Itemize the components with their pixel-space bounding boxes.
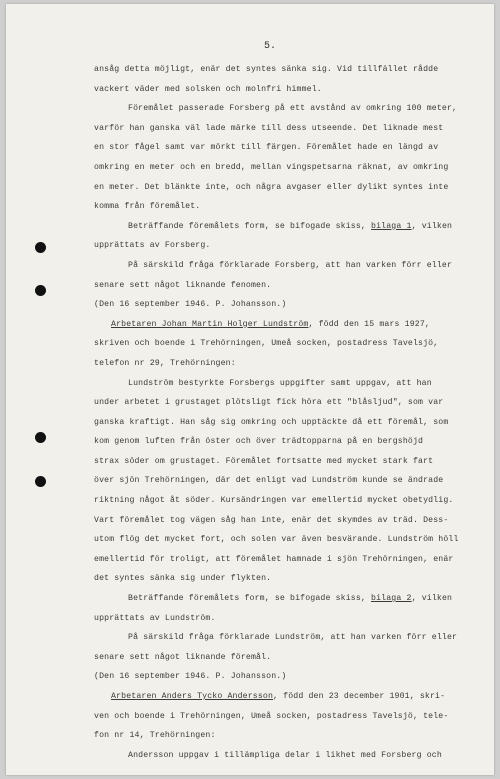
text-line [94, 276, 486, 296]
text-span: strax söder om grustaget. Föremålet fortsatte med mycket stark fart [94, 456, 434, 466]
text-line [94, 746, 486, 766]
text-line [94, 491, 486, 511]
text-line [94, 393, 486, 413]
text-span: Vart föremålet tog vägen såg han inte, enär det skymdes av träd. Dess- [94, 515, 449, 525]
text-span: På särskild fråga förklarade Lundström, att han varken förr eller [128, 633, 458, 643]
text-span: (Den 16 september 1946. P. Johansson.) [94, 672, 287, 682]
text-span: senare sett något liknande föremål. [94, 652, 272, 662]
punch-hole [35, 432, 46, 443]
text-line [94, 374, 486, 394]
text-span: kom genom luften från öster och över trädtopparna på en bergshöjd [94, 437, 424, 447]
text-line [94, 432, 486, 452]
text-line [94, 256, 486, 276]
text-line [94, 589, 486, 609]
text-line [94, 413, 486, 433]
text-line [94, 80, 486, 100]
text-line [94, 726, 486, 746]
text-span: , född den 15 mars 1927, [308, 319, 430, 329]
text-span: varför han ganska väl lade märke till dess utseende. Det liknade mest [94, 123, 444, 133]
underlined-text: bilaga 1 [371, 221, 412, 231]
text-span: På särskild fråga förklarade Forsberg, att han varken förr eller [128, 260, 453, 270]
text-span: senare sett något liknande fenomen. [94, 280, 272, 290]
body-text [94, 60, 486, 765]
text-line [94, 667, 486, 687]
text-line [94, 628, 486, 648]
text-span: en stor fågel samt var mörkt till färgen. Föremålet hade en längd av [94, 143, 439, 153]
text-line [94, 236, 486, 256]
text-line [94, 354, 486, 374]
text-span: riktning något åt söder. Kursändringen var emellertid mycket obetydlig. [94, 496, 454, 506]
text-line [94, 609, 486, 629]
text-span: utom flög det mycket fort, och solen var även besvärande. Lundström höll [94, 535, 459, 545]
text-line [94, 452, 486, 472]
text-span: ganska kraftigt. Han såg sig omkring och upptäckte då ett föremål, som [94, 417, 449, 427]
text-line [94, 569, 486, 589]
text-line [94, 197, 486, 217]
text-span: över sjön Trehörningen, där det enligt vad Lundström kunde se ändrade [94, 476, 444, 486]
page-number: 5. [264, 41, 277, 52]
text-line [94, 178, 486, 198]
text-span: Beträffande föremålets form, se bifogade skiss, [128, 221, 372, 231]
text-span: , vilken [411, 221, 453, 231]
text-line [94, 687, 486, 707]
text-line [94, 119, 486, 139]
text-line [94, 99, 486, 119]
text-span: , född den 23 december 1901, skri- [273, 692, 446, 701]
text-line [94, 138, 486, 158]
text-span: , vilken [411, 594, 453, 604]
text-span: komma från föremålet. [94, 202, 201, 212]
text-span: vackert väder med solsken och molnfri himmel. [94, 84, 322, 94]
text-span: Föremålet passerade Forsberg på ett avstånd av omkring 100 meter, [128, 104, 458, 114]
punch-hole [35, 285, 46, 296]
text-span: skriven och boende i Trehörningen, Umeå socken, postadress Tavelsjö, [94, 339, 439, 349]
text-line [94, 158, 486, 178]
text-span: ven och boende i Trehörningen, Umeå socken, postadress Tavelsjö, tele- [94, 711, 449, 721]
text-span: Andersson uppgav i tillämpliga delar i likhet med Forsberg och [128, 750, 442, 760]
text-span: det syntes sänka sig under flykten. [94, 574, 272, 584]
text-span: (Den 16 september 1946. P. Johansson.) [94, 300, 287, 310]
text-line [94, 511, 486, 531]
text-line [94, 60, 486, 80]
text-span: upprättats av Lundström. [94, 613, 216, 623]
text-span: en meter. Det blänkte inte, och några avgaser eller dylikt syntes inte [94, 182, 449, 192]
text-span: Lundström bestyrkte Forsbergs uppgifter samt uppgav, att han [128, 378, 432, 388]
text-line [94, 295, 486, 315]
underlined-text: bilaga 2 [371, 594, 412, 604]
text-line [94, 530, 486, 550]
text-span: omkring en meter och en bredd, mellan vingspetsarna räknat, av omkring [94, 162, 449, 172]
text-line [94, 315, 486, 335]
text-line [94, 707, 486, 727]
punch-hole [35, 242, 46, 253]
text-line [94, 217, 486, 237]
text-span: fon nr 14, Trehörningen: [94, 731, 216, 741]
text-span: emellertid för troligt, att föremålet hamnade i sjön Trehörningen, enär [94, 554, 454, 564]
punch-hole [35, 476, 46, 487]
underlined-text: Arbetaren Anders Tycko Andersson [111, 692, 274, 701]
text-span: ansåg detta möjligt, enär det syntes sänka sig. Vid tillfället rådde [94, 65, 439, 74]
text-line [94, 550, 486, 570]
text-span: under arbetet i grustaget plötsligt fick höra ett "blåsljud", som var [94, 398, 444, 408]
text-span: upprättats av Forsberg. [94, 241, 211, 251]
text-line [94, 334, 486, 354]
text-line [94, 471, 486, 491]
text-span: Beträffande föremålets form, se bifogade skiss, [128, 594, 372, 604]
underlined-text: Arbetaren Johan Martin Holger Lundström [111, 319, 309, 329]
document-page [6, 4, 494, 775]
text-span: telefon nr 29, Trehörningen: [94, 358, 236, 368]
text-line [94, 648, 486, 668]
